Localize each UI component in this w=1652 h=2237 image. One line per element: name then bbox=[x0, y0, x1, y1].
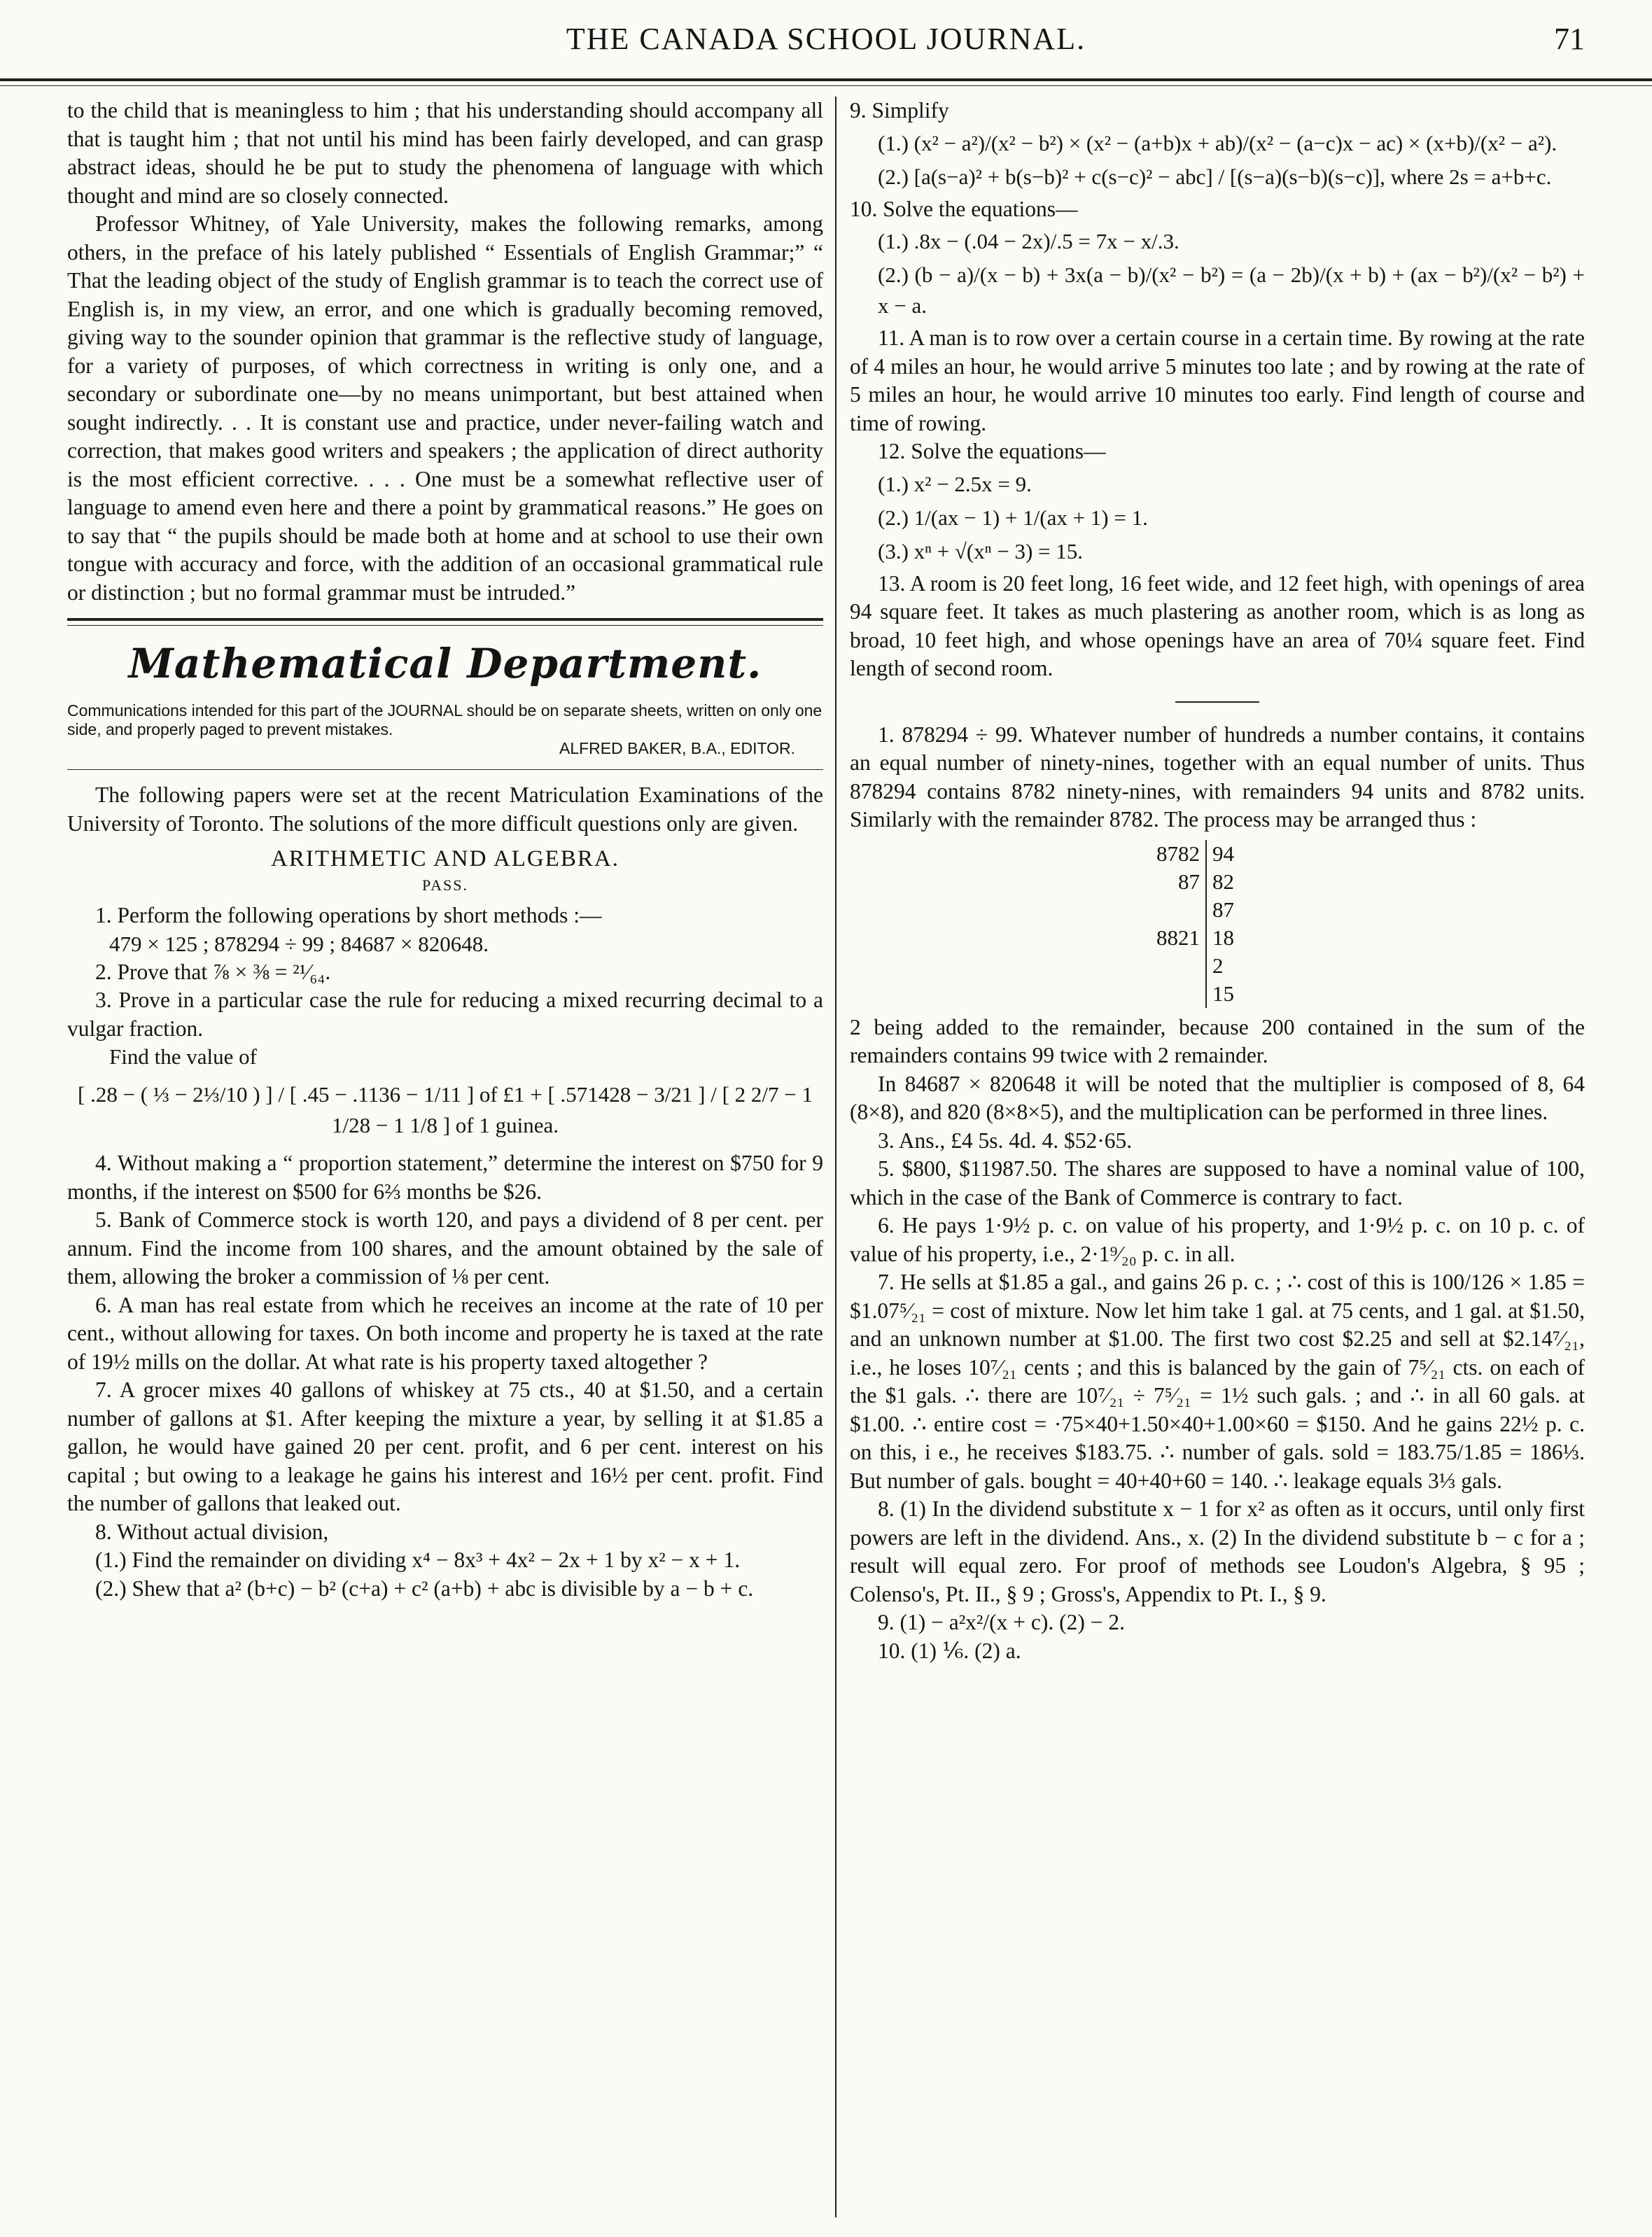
solution-8: 8. (1) In the dividend substitute x − 1 for x² as often as it occurs, until only first powers are left in the dividend. Ans., x. (2) In the dividend substitute b − c for a ; result will equal zero. For proof of methods see Loudon's Algebra, § 95 ; Colenso's, Pt. II., § 9 ; Gross's, Appendix to Pt. I., § 9. bbox=[850, 1496, 1585, 1606]
division-right: 87 bbox=[1212, 897, 1234, 922]
exam-intro: The following papers were set at the recent Matriculation Examinations of the University of Toronto. The solutions of the more difficult questions only are given. bbox=[67, 783, 823, 836]
division-right: 2 bbox=[1212, 953, 1224, 978]
division-left: 8782 bbox=[1151, 840, 1207, 868]
question-12: 12. Solve the equations— bbox=[878, 439, 1106, 463]
section-rule bbox=[67, 769, 823, 770]
solution-5: 5. $800, $11987.50. The shares are supposed to have a nominal value of 100, which in the case of the Bank of Commerce is contrary to fact. bbox=[850, 1156, 1585, 1209]
question-3-find: Find the value of bbox=[109, 1044, 257, 1069]
editor-credit: ALFRED BAKER, B.A., EDITOR. bbox=[559, 739, 795, 757]
solution-7: 7. He sells at $1.85 a gal., and gains 26 p. c. ; ∴ cost of this is 100/126 × 1.85 = $1.07⁵⁄₂₁ = cost of mixture. Now let him take 1 gal. at 75 cents, and 1 gal. at $1.50, and an unknown number at $1.00. The first two cost $2.25 and sell at $2.14⁷⁄₂₁, i.e., he loses 10⁷⁄₂₁ cents ; and this is balanced by the gain of 7⁵⁄₂₁ cts. on each of the $1 gals. ∴ there are 10⁷⁄₂₁ ÷ 7⁵⁄₂₁ = 1½ such gals. ; and ∴ in all 60 gals. at $1.00. ∴ entire cost = ·75×40+1.50×40+1.00×60 = $150. And he gains 22½ p. c. on this, i e., he receives $183.75. ∴ number of gals. sold = 183.75/1.85 = 186⅓. But number of gals. bought = 40+40+60 = 140. ∴ leakage equals 3⅓ gals. bbox=[850, 1270, 1585, 1493]
header-rule bbox=[0, 78, 1652, 81]
question-10-part-2: (2.) (b − a)/(x − b) + 3x(a − b)/(x² − b²) = (a − 2b)/(x + b) + (ax − b²)/(x² − b²) + x − a. bbox=[878, 262, 1585, 318]
section-title: ARITHMETIC AND ALGEBRA. bbox=[271, 846, 620, 871]
division-left: 8821 bbox=[1151, 924, 1207, 952]
question-8-part-2: (2.) Shew that a² (b+c) − b² (c+a) + c² (a+b) + abc is divisible by a − b + c. bbox=[95, 1576, 754, 1601]
section-subtitle: PASS. bbox=[421, 876, 469, 894]
division-right: 18 bbox=[1212, 925, 1234, 950]
right-column bbox=[850, 97, 1585, 2209]
solution-1: 1. 878294 ÷ 99. Whatever number of hundreds a number contains, it contains an equal number of ninety-nines, together with an equal number of units. Thus 878294 contains 8782 ninety-nines, with remainders 94 units and 8782 units. Similarly with the remainder 8782. The process may be arranged thus : bbox=[850, 722, 1585, 832]
question-10: 10. Solve the equations— bbox=[850, 196, 1078, 221]
header-rule-thin bbox=[0, 85, 1652, 86]
question-9: 9. Simplify bbox=[850, 98, 949, 122]
page-header bbox=[67, 0, 1585, 67]
division-row bbox=[1151, 868, 1240, 896]
question-5: 5. Bank of Commerce stock is worth 120, and pays a dividend of 8 per cent. per annum. Find the income from 100 shares, and the amount obtained by the sale of them, allowing the broker a commission of ⅛ per cent. bbox=[67, 1207, 823, 1289]
question-10-part-1: (1.) .8x − (.04 − 2x)/.5 = 7x − x/.3. bbox=[878, 229, 1180, 253]
division-row bbox=[1151, 924, 1240, 952]
solution-9: 9. (1) − a²x²/(x + c). (2) − 2. bbox=[878, 1610, 1125, 1634]
question-6: 6. A man has real estate from which he receives an income at the rate of 10 per cent., without allowing for taxes. On both income and property he is taxed at the rate of 19½ mills on the dollar. At what rate is his property taxed altogether ? bbox=[67, 1292, 823, 1374]
question-1-operations: 479 × 125 ; 878294 ÷ 99 ; 84687 × 820648. bbox=[109, 931, 489, 956]
column-divider bbox=[835, 97, 836, 2217]
two-column-body bbox=[67, 97, 1585, 2209]
division-right: 15 bbox=[1212, 981, 1234, 1006]
question-11: 11. A man is to row over a certain course in a certain time. By rowing at the rate of 4 miles an hour, he would arrive 5 minutes too late ; and by rowing at the rate of 5 miles an hour, he would arrive 10 minutes too early. Find length of course and time of rowing. bbox=[850, 325, 1585, 435]
question-1: 1. Perform the following operations by short methods :— bbox=[95, 903, 602, 927]
question-12-part-2: (2.) 1/(ax − 1) + 1/(ax + 1) = 1. bbox=[878, 505, 1148, 530]
paragraph-continued: to the child that is meaningless to him ; that his understanding should accompany all that is taught him ; that not until his mind has been fairly developed, and can grasp abstract ideas, should he be put to study the phenomena of language with which thought and mind are so closely connected. bbox=[67, 98, 823, 208]
division-right: 94 bbox=[1212, 841, 1234, 866]
solution-1-note: 2 being added to the remainder, because 200 contained in the sum of the remainders contains 99 twice with 2 remainder. bbox=[850, 1014, 1585, 1067]
page-number: 71 bbox=[1554, 22, 1585, 56]
solution-10: 10. (1) ⅙. (2) a. bbox=[878, 1638, 1021, 1663]
division-row bbox=[1151, 980, 1240, 1008]
solution-6: 6. He pays 1·9½ p. c. on value of his property, and 1·9½ p. c. on 10 p. c. of value of his property, i.e., 2·1⁹⁄₂₀ p. c. in all. bbox=[850, 1213, 1585, 1266]
running-title: THE CANADA SCHOOL JOURNAL. bbox=[566, 22, 1086, 56]
question-3: 3. Prove in a particular case the rule for reducing a mixed recurring decimal to a vulgar fraction. bbox=[67, 988, 823, 1041]
solutions-rule bbox=[1175, 701, 1259, 703]
communications-notice: Communications intended for this part of the JOURNAL should be on separate sheets, written on only one side, and properly paged to prevent mistakes. bbox=[67, 701, 822, 738]
solution-3-4: 3. Ans., £4 5s. 4d. 4. $52·65. bbox=[878, 1128, 1133, 1153]
division-layout bbox=[1151, 840, 1240, 1008]
question-8-part-1: (1.) Find the remainder on dividing x⁴ − 8x³ + 4x² − 2x + 1 by x² − x + 1. bbox=[95, 1548, 741, 1572]
question-12-part-1: (1.) x² − 2.5x = 9. bbox=[878, 471, 1032, 496]
department-rule-thin bbox=[67, 625, 823, 626]
division-left bbox=[1151, 952, 1207, 980]
division-left bbox=[1151, 980, 1207, 1008]
question-2: 2. Prove that ⅞ × ⅜ = ²¹⁄₆₄. bbox=[95, 959, 331, 984]
division-row bbox=[1151, 840, 1240, 868]
paragraph-whitney-quote: Professor Whitney, of Yale University, makes the following remarks, among others, in the preface of his lately published “ Essentials of English Grammar;” “ That the leading object of the study of English grammar is to teach the correct use of English is, in my view, an error, and one which is gradually becoming removed, giving way to the sounder opinion that grammar is the reflective study of language, for a variety of purposes, of which correctness in writing is only one, and a secondary or subordinate one—by no means unimportant, but best attained when sought indirectly. . . It is constant use and practice, under never-failing watch and correction, that makes good writers and speakers ; the application of direct authority is the most efficient corrective. . . . One must be a somewhat reflective user of language to amend even here and there a point by grammatical reasons.” He goes on to say that “ the pupils should be made both at home and at school to use their own tongue with accuracy and force, with the addition of an occasional grammatical rule or distinction ; but no formal grammar must be intruded.” bbox=[67, 211, 823, 605]
question-12-part-3: (3.) xⁿ + √(xⁿ − 3) = 15. bbox=[878, 538, 1084, 563]
question-8: 8. Without actual division, bbox=[95, 1519, 329, 1544]
division-row bbox=[1151, 896, 1240, 924]
division-row bbox=[1151, 952, 1240, 980]
department-title: Mathematical Department. bbox=[128, 640, 762, 687]
question-9-part-1: (1.) (x² − a²)/(x² − b²) × (x² − (a+b)x + ab)/(x² − (a−c)x − ac) × (x+b)/(x² − a²). bbox=[878, 130, 1558, 155]
question-4: 4. Without making a “ proportion statement,” determine the interest on $750 for 9 months, if the interest on $500 for 6⅔ months be $26. bbox=[67, 1151, 823, 1204]
division-right: 82 bbox=[1212, 869, 1234, 894]
division-left bbox=[1151, 896, 1207, 924]
question-9-part-2: (2.) [a(s−a)² + b(s−b)² + c(s−c)² − abc] / [(s−a)(s−b)(s−c)], where 2s = a+b+c. bbox=[878, 164, 1552, 189]
question-13: 13. A room is 20 feet long, 16 feet wide, and 12 feet high, with openings of area 94 square feet. It takes as much plastering as another room, which is as long as broad, 10 feet high, and whose openings have an area of 70¼ square feet. Find length of second room. bbox=[850, 570, 1585, 680]
question-7: 7. A grocer mixes 40 gallons of whiskey at 75 cts., 40 at $1.50, and a certain number of gallons at $1. After keeping the mixture a year, by selling it at $1.85 a gallon, he would have gained 20 per cent. profit, and 6 per cent. interest on his capital ; but owing to a leakage he gains his interest and 16½ per cent. profit. Find the number of gallons that leaked out. bbox=[67, 1377, 823, 1515]
department-rule bbox=[67, 618, 823, 621]
question-3-expression: [ .28 − ( ⅓ − 2⅓/10 ) ] / [ .45 − .1136 − 1/11 ] of £1 + [ .571428 − 3/21 ] / [ 2 2/7 − 1 1/28 − 1 1/8 ] of 1 guinea. bbox=[78, 1082, 813, 1137]
left-column bbox=[67, 97, 823, 2209]
solution-1-multiplication: In 84687 × 820648 it will be noted that the multiplier is composed of 8, 64 (8×8), and 820 (8×8×5), and the multiplication can be performed in three lines. bbox=[850, 1071, 1585, 1124]
division-left: 87 bbox=[1151, 868, 1207, 896]
